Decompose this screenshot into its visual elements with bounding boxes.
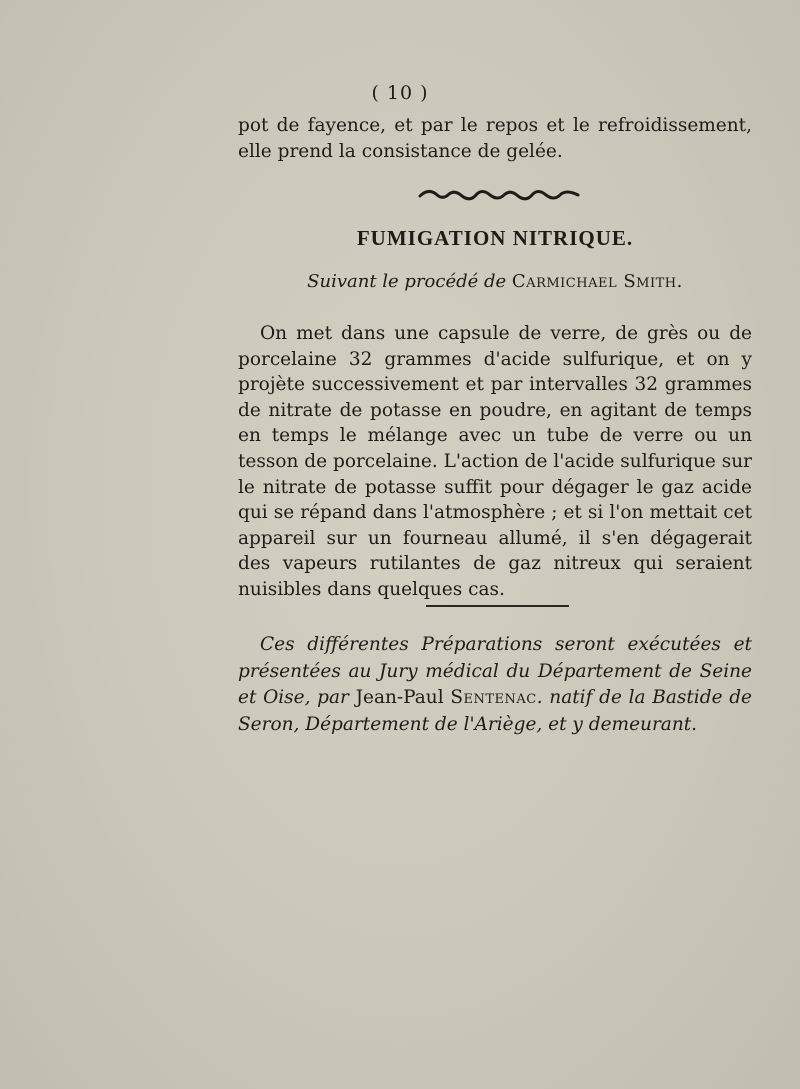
note-part-1: Ces différentes Préparations seront exécutées et présentées au Jury médical du Département de Seine et Oise, par: [238, 634, 752, 708]
note-part-2: . natif de la Bastide de Seron, Département de l'Ariège, et y demeurant.: [238, 687, 752, 735]
horizontal-rule: [426, 605, 569, 607]
continuation-paragraph: pot de fayence, et par le repos et le refroidissement, elle prend la consistance de gelée.: [238, 115, 752, 162]
note-author-last: Sentenac: [450, 687, 537, 708]
section-title: FUMIGATION NITRIQUE.: [356, 226, 634, 250]
ornament-divider: [418, 186, 580, 204]
subtitle-name: Carmichael Smith.: [511, 271, 683, 292]
section-subtitle: [238, 271, 752, 292]
note-author-first: Jean-Paul: [355, 687, 451, 708]
subtitle-prefix: Suivant le procédé de: [307, 271, 512, 292]
closing-note: [238, 632, 752, 738]
main-paragraph: On met dans une capsule de verre, de grès ou de porcelaine 32 grammes d'acide sulfurique, et on y projète successivement et par intervalles 32 grammes de nitrate de potasse en poudre, en agitant de temps en temps le mélange avec un tube de verre ou un tesson de porcelaine. L'action de l'acide sulfurique sur le nitrate de potasse suffit pour dégager le gaz acide qui se répand dans l'atmosphère ; et si l'on mettait cet appareil sur un fourneau allumé, il s'en dégagerait des vapeurs rutilantes de gaz nitreux qui seraient nuisibles dans quelques cas.: [238, 323, 752, 600]
page-number: ( 10 ): [371, 82, 429, 104]
